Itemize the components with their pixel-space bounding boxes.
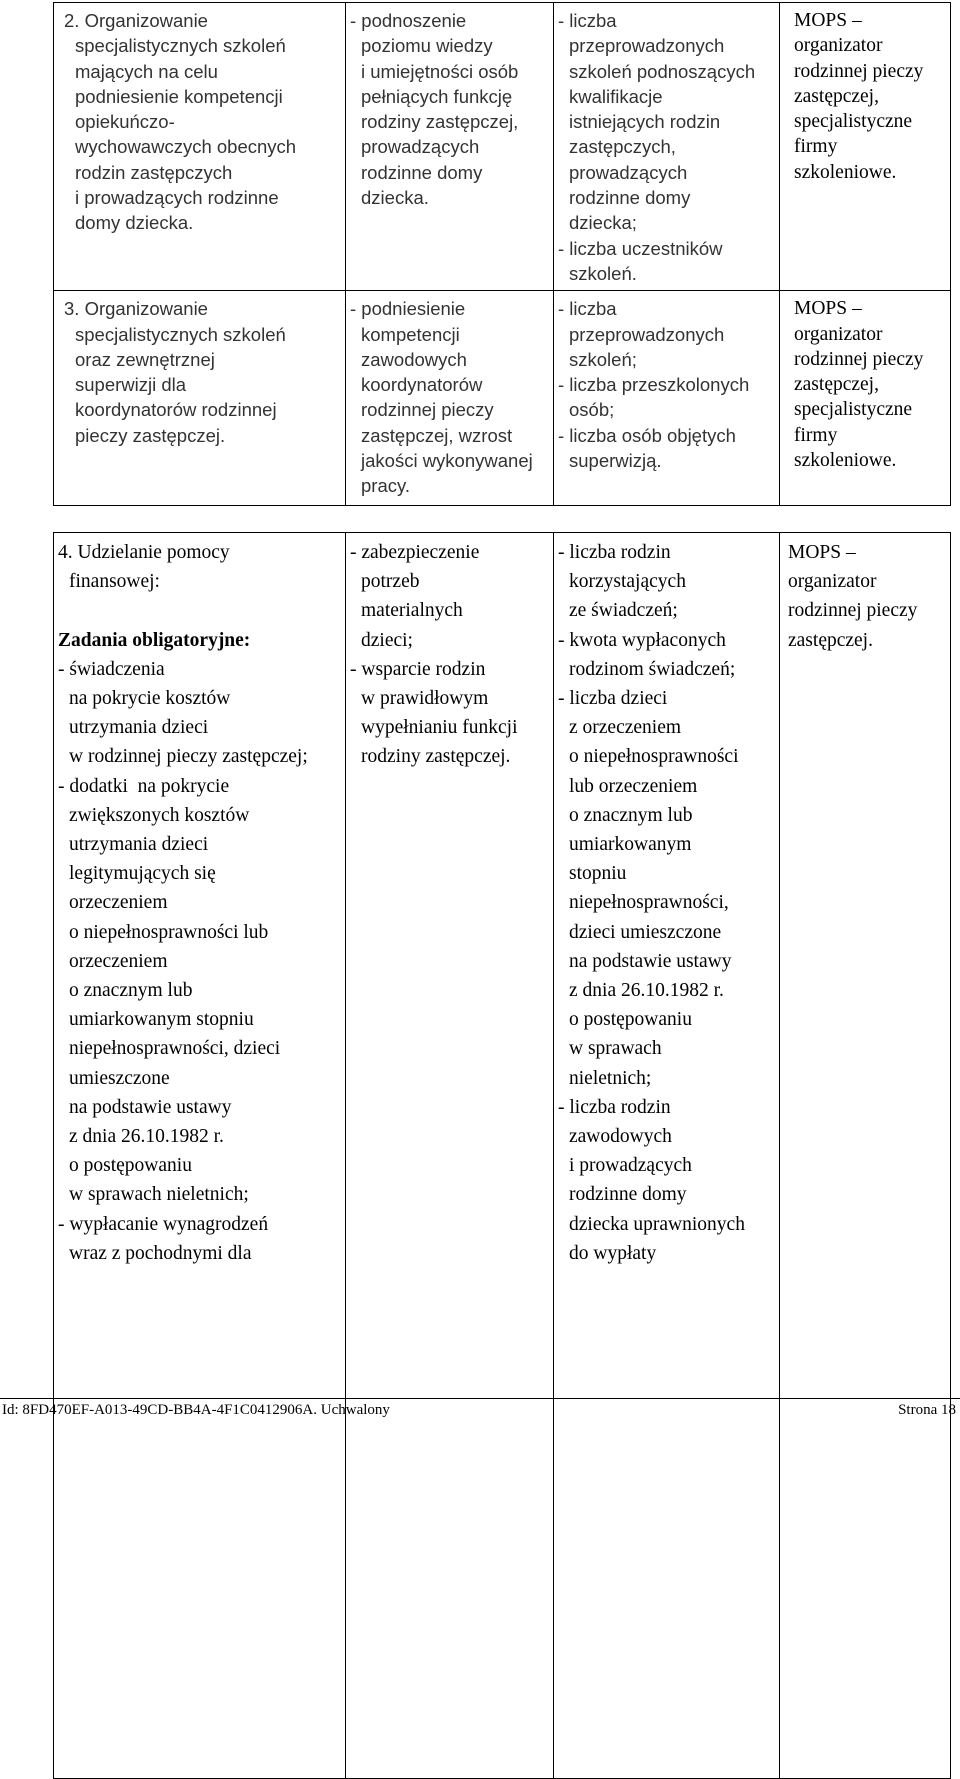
text-line: specjalistycznych szkoleń (75, 323, 286, 345)
text-line: rodzinnej pieczy (794, 348, 924, 370)
text-line: kompetencji (361, 323, 460, 345)
task-cell (54, 291, 346, 505)
text-line: firmy (794, 424, 838, 446)
text-line: w rodzinnej pieczy zastępczej; (69, 746, 308, 768)
responsible-cell (780, 3, 951, 291)
responsible-cell (780, 291, 951, 505)
text-line: organizator (794, 35, 883, 57)
text-line: mających na celu (75, 60, 218, 82)
text-line: zastępczej, (794, 85, 879, 107)
bottom-table (53, 532, 951, 1779)
text-line: - liczba rodzin (558, 542, 671, 563)
text-line: organizator (788, 571, 877, 593)
text-line: MOPS – (794, 298, 862, 320)
text-line: kwalifikacje (569, 85, 663, 107)
text-line: - wypłacanie wynagrodzeń (58, 1213, 269, 1235)
text-line: koordynatorów rodzinnej (75, 399, 277, 421)
text-line: specjalistycznych szkoleń (75, 35, 286, 57)
text-line: - kwota wypłaconych (558, 629, 726, 651)
text-line: oraz zewnętrznej (75, 348, 215, 370)
text-line: orzeczeniem (69, 892, 168, 914)
text-line: utrzymania dzieci (69, 717, 209, 739)
text-line: - wsparcie rodzin (350, 658, 486, 680)
text-line: i prowadzących (569, 1155, 692, 1177)
text-line: o znacznym lub (569, 804, 693, 826)
text-line: zastępczej, wzrost (361, 424, 513, 446)
text-line: umiarkowanym (569, 834, 692, 856)
text-line: rodzinne domy (361, 161, 483, 183)
text-line: podniesienie kompetencji (75, 85, 283, 107)
text-line: przeprowadzonych (569, 35, 725, 57)
text-line: rodziny zastępczej. (361, 746, 511, 768)
text-line: zwiększonych kosztów (69, 804, 250, 826)
text-line: rodziny zastępczej, (361, 111, 519, 133)
text-line: zawodowych (569, 1126, 672, 1148)
text-line: o postępowaniu (69, 1155, 192, 1177)
text-line: niepełnosprawności, (569, 892, 729, 914)
table-row (54, 3, 951, 291)
text-line: domy dziecka. (75, 212, 194, 234)
task-cell (54, 533, 346, 1779)
text-line: superwizji dla (75, 374, 187, 396)
text-line: o postępowaniu (569, 1009, 692, 1031)
text-line: i umiejętności osób (361, 60, 519, 82)
text-line: utrzymania dzieci (69, 834, 209, 856)
text-line: rodzinnej pieczy (794, 60, 924, 82)
task-cell (54, 3, 346, 291)
text-line: lub orzeczeniem (569, 775, 698, 797)
text-line: szkoleniowe. (794, 161, 897, 183)
page-number: Strona 18 (898, 1402, 956, 1418)
text-line: szkoleń; (569, 348, 637, 370)
text-line: - liczba dzieci (558, 688, 668, 710)
text-line: osób; (569, 399, 615, 421)
text-line: - liczba (558, 298, 617, 320)
footer-rule (0, 1398, 960, 1399)
text-line: rodzinne domy (569, 1184, 687, 1206)
text-line: organizator (794, 323, 883, 345)
text-line: specjalistyczne (794, 399, 913, 421)
text-line: o niepełnosprawności lub (69, 921, 269, 943)
goal-cell (346, 291, 554, 505)
text-line: - podnoszenie (350, 10, 467, 31)
text-line: koordynatorów (361, 374, 483, 396)
text-line: niepełnosprawności, dzieci (69, 1038, 281, 1060)
text-line: dziecka uprawnionych (569, 1213, 745, 1235)
text-line: z dnia 26.10.1982 r. (569, 980, 724, 1002)
responsible-cell (780, 533, 951, 1779)
text-line: legitymujących się (69, 863, 216, 885)
indicators-cell (554, 533, 780, 1779)
text-line: MOPS – (794, 10, 862, 31)
text-line: - liczba uczestników (558, 237, 723, 259)
text-line: - liczba przeszkolonych (558, 374, 750, 396)
text-line: dziecka; (569, 212, 637, 234)
text-line: szkoleniowe. (794, 450, 897, 472)
text-line: 4. Udzielanie pomocy (58, 542, 230, 563)
text-line: - zabezpieczenie (350, 542, 480, 563)
text-line: szkoleń. (569, 262, 637, 284)
text-line: z dnia 26.10.1982 r. (69, 1126, 224, 1148)
text-line: - liczba (558, 10, 617, 31)
indicators-cell (554, 3, 780, 291)
text-line: umiarkowanym stopniu (69, 1009, 254, 1031)
document-id: Id: 8FD470EF-A013-49CD-BB4A-4F1C0412906A. Uchwalony (2, 1402, 390, 1418)
text-line: potrzeb (361, 571, 420, 593)
text-line: zastępczej, (794, 374, 879, 396)
text-line: wypełnianiu funkcji (361, 717, 518, 739)
text-line: orzeczeniem (69, 950, 168, 972)
text-line: wychowawczych obecnych (75, 136, 297, 158)
text-line: rodzin zastępczych (75, 161, 233, 183)
text-line: pracy. (361, 475, 411, 497)
text-line: opiekuńczo- (75, 111, 175, 133)
text-line: - liczba osób objętych (558, 424, 736, 446)
text-line: 2. Organizowanie (64, 10, 208, 31)
text-line: rodzinom świadczeń; (569, 658, 736, 680)
top-table (53, 2, 951, 506)
text-line: w sprawach nieletnich; (69, 1184, 249, 1206)
text-line: ze świadczeń; (569, 600, 678, 622)
text-line: specjalistyczne (794, 111, 913, 133)
text-line: MOPS – (788, 542, 856, 563)
text-line: prowadzących (361, 136, 480, 158)
obligatory-tasks-heading: Zadania obligatoryjne: (58, 629, 251, 651)
text-line: istniejących rodzin (569, 111, 721, 133)
text-line: zawodowych (361, 348, 467, 370)
text-line: szkoleń podnoszących (569, 60, 756, 82)
text-line: zastępczej. (788, 629, 873, 651)
text-line: dzieci; (361, 629, 413, 651)
text-line: stopniu (569, 863, 627, 885)
text-line: nieletnich; (569, 1067, 652, 1089)
text-line: umieszczone (69, 1067, 170, 1089)
text-line: - podniesienie (350, 298, 466, 320)
text-line: prowadzących (569, 161, 688, 183)
text-line: rodzinnej pieczy (361, 399, 494, 421)
text-line: materialnych (361, 600, 463, 622)
text-line: na podstawie ustawy (569, 950, 732, 972)
text-line: - liczba rodzin (558, 1096, 671, 1118)
text-line: pełniących funkcję (361, 85, 513, 107)
text-line: zastępczych, (569, 136, 676, 158)
text-line: rodzinnej pieczy (788, 600, 918, 622)
text-line: - dodatki na pokrycie (58, 775, 230, 797)
text-line: superwizją. (569, 450, 662, 472)
page-footer (0, 1396, 960, 1422)
text-line: rodzinne domy (569, 187, 691, 209)
text-line: w sprawach (569, 1038, 662, 1060)
text-line: o znacznym lub (69, 980, 193, 1002)
text-line: wraz z pochodnymi dla (69, 1242, 252, 1264)
goal-cell (346, 3, 554, 291)
text-line: pieczy zastępczej. (75, 424, 226, 446)
text-line: 3. Organizowanie (64, 298, 208, 320)
text-line: w prawidłowym (361, 688, 489, 710)
table-row (54, 533, 951, 1779)
text-line: korzystających (569, 571, 686, 593)
text-line: do wypłaty (569, 1242, 657, 1264)
text-line: z orzeczeniem (569, 717, 682, 739)
text-line: przeprowadzonych (569, 323, 725, 345)
text-line: jakości wykonywanej (361, 450, 533, 472)
text-line: o niepełnosprawności (569, 746, 739, 768)
goal-cell (346, 533, 554, 1779)
text-line: poziomu wiedzy (361, 35, 493, 57)
indicators-cell (554, 291, 780, 505)
text-line: na pokrycie kosztów (69, 688, 231, 709)
text-line: i prowadzących rodzinne (75, 187, 279, 209)
text-line: dzieci umieszczone (569, 921, 722, 943)
text-line: firmy (794, 136, 838, 158)
text-line: - świadczenia (58, 658, 165, 680)
table-row (54, 291, 951, 505)
text-line: na podstawie ustawy (69, 1096, 232, 1118)
text-line: finansowej: (69, 571, 160, 593)
text-line: dziecka. (361, 187, 429, 209)
